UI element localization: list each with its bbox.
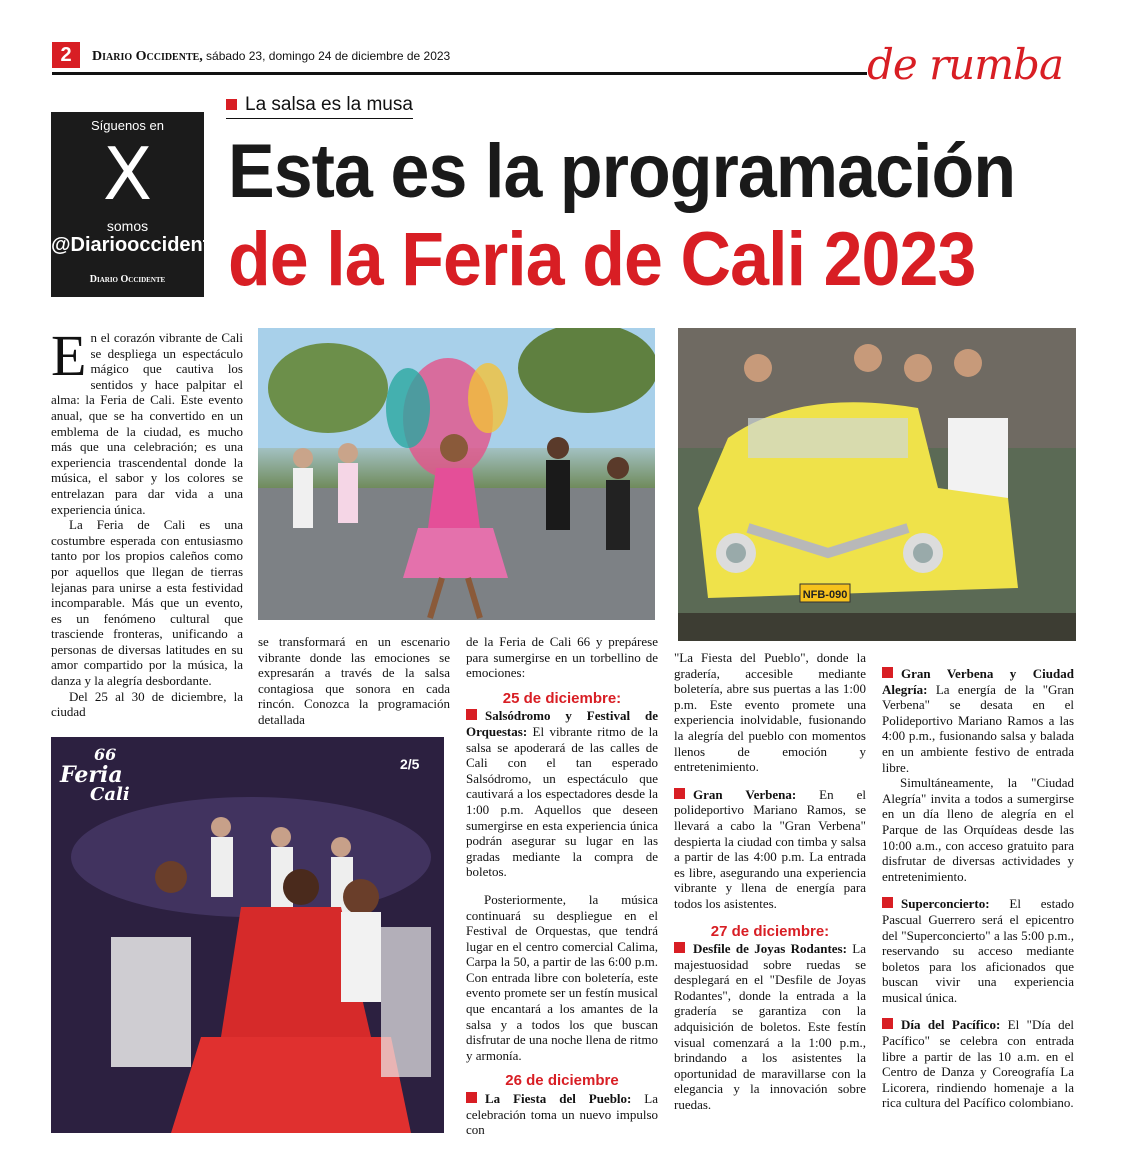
- feria-logo-word: Feria: [60, 762, 123, 788]
- event-entry: [466, 1091, 658, 1138]
- social-somos-label: somos: [106, 218, 149, 234]
- event-title: Desfile de Joyas Rodantes:: [693, 941, 847, 957]
- paragraph: se transformará en un escenario vibrante donde las emociones se expresarán a través de la salsa contagiosa que sonora en cada rincón. Conozca la programación detallada: [258, 634, 450, 727]
- event-entry: [466, 708, 658, 880]
- bullet-square-icon: [466, 1092, 477, 1103]
- photo-yellow-truck: [678, 328, 1076, 641]
- event-entry: [882, 666, 1074, 775]
- photo-salsa-dancer: [258, 328, 655, 620]
- bullet-square-icon: [882, 667, 893, 678]
- bullet-square-icon: [882, 1018, 893, 1029]
- event-entry: [882, 896, 1074, 1005]
- event-entry: [674, 941, 866, 1113]
- event-title: Gran Verbena y Ciudad Alegría:: [882, 666, 1074, 697]
- paragraph: Del 25 al 30 de diciembre, la ciudad: [51, 688, 243, 720]
- event-text: El vibrante ritmo de la salsa se apoderará de las calles de Cali con el tan esperado Salsódromo, un espectáculo que cautivará a los espectadores desde la 1:00 p.m. Aquellos que deseen sumergirse en esta experiencia única podrán asegurar su lugar en las gradas mediante la compra de boletos.: [466, 723, 658, 880]
- date-heading: 26 de diciembre: [505, 1072, 619, 1090]
- social-follow-label: Síguenos en: [90, 118, 164, 133]
- social-promo-box[interactable]: [51, 112, 221, 297]
- photo-salsa-dancer-illustration: [258, 328, 655, 620]
- event-text: El estado Pascual Guerrero será el epicentro del "Superconcierto" a las 5:00 p.m., reservando su acceso mediante boletos para los aficionados que buscan vivir una experiencia musical única.: [882, 896, 1074, 1005]
- license-plate: NFB-090: [802, 589, 848, 601]
- masthead-brand: Diario Occidente,: [92, 49, 203, 64]
- event-title: Gran Verbena:: [693, 786, 797, 802]
- event-text: El "Día del Pacífico" se celebra con entrada libre a partir de las 10 a.m. en el Centro de Danza y Coreografía La Licorera, rindiendo homenaje a la rica cultura del Pacífico colombiano.: [882, 1017, 1074, 1111]
- event-entry: [674, 787, 866, 912]
- event-text: La celebración toma un nuevo impulso con: [466, 1091, 658, 1138]
- x-logo-icon: X: [102, 132, 153, 216]
- column-1: [51, 323, 243, 720]
- column-4: [674, 650, 866, 1113]
- column-2: [258, 634, 450, 728]
- event-title: Superconcierto:: [901, 896, 990, 912]
- section-title: de rumba: [867, 40, 1063, 89]
- column-3: [466, 634, 658, 1138]
- bullet-square-icon: [466, 709, 477, 720]
- social-handle: @Diariooccidente: [51, 234, 221, 256]
- intro-text: n el corazón vibrante de Cali se despliega un espectáculo mágico que cautiva los sentidos y hace palpitar el alma: la Feria de Cali. Este evento anual, que se ha convertido en un emblema de la ciudad, es mucho más que una celebración; es una experiencia trascendental donde la música, el sabor y los colores se entrelazan para dar vida a una experiencia única.: [51, 330, 243, 517]
- event-entry: [882, 1017, 1074, 1111]
- paragraph: La Feria de Cali es una costumbre esperada con entusiasmo tanto por los propios caleños como por aquellos que llegan de tierras lejanas para unirse a esta festividad incomparable. Más que un evento, es un fenómeno cultural que trasciende fronteras, unificando a personas de diversas latitudes en su amor compartido por la música, la danza y la alegría desbordante.: [51, 517, 243, 689]
- paragraph: Simultáneamente, la "Ciudad Alegría" invita a todos a sumergirse en un día lleno de alegría en el Parque de las Orquídeas desde las 10:00 a.m., con acceso gratuito para disfrutar de diversas actividades y entretenimiento.: [882, 775, 1074, 884]
- kicker-text: La salsa es la musa: [245, 94, 413, 115]
- event-title: Salsódromo y Festival de Orquestas:: [466, 708, 658, 739]
- intro-paragraph: [51, 323, 243, 517]
- social-brand: Diario Occidente: [89, 274, 166, 285]
- bullet-square-icon: [674, 942, 685, 953]
- event-title: Día del Pacífico:: [901, 1017, 1001, 1033]
- paragraph: Posteriormente, la música continuará su despliegue en el Festival de Orquestas, que tendrá lugar en el centro comercial Calima, Carpa la 50, a partir de las 6:00 p.m. Con entrada libre con boletería, este evento promete ser un festín musical que encantará a los amantes de la salsa y a todos los que buscan disfrutar de una noche llena de ritmo y armonía.: [466, 891, 658, 1063]
- event-text: La majestuosidad sobre ruedas se desplegará en el "Desfile de Joyas Rodantes", donde la entrada a la gradería se garantiza con la adquisición de boletos. Este festín visual comenzará a la 1:00 p.m., brindando a los asistentes la oportunidad de maravillarse con la elegancia y la innovación sobre ruedas.: [674, 941, 866, 1113]
- masthead-date: sábado 23, domingo 24 de diciembre de 2023: [206, 49, 451, 63]
- paragraph: "La Fiesta del Pueblo", donde la gradería, accesible mediante boletería, abre sus puertas a las 1:00 p.m. Este evento promete una experiencia inolvidable, fusionando la alegría del pueblo con momentos llenos de emoción y entretenimiento.: [674, 650, 866, 775]
- feria-logo-city: Cali: [90, 784, 130, 805]
- feria-logo: [60, 745, 130, 805]
- headline-line-1: Esta es la programación: [228, 129, 1016, 214]
- date-heading: 27 de diciembre:: [710, 922, 830, 940]
- masthead: [92, 48, 450, 65]
- dropcap: E: [51, 323, 87, 388]
- photo-yellow-truck-illustration: [678, 328, 1076, 641]
- column-5: [882, 666, 1074, 1111]
- bullet-square-icon: [882, 897, 893, 908]
- bullet-square-icon: [226, 99, 237, 110]
- gallery-counter: 2/5: [400, 756, 420, 772]
- event-text: En el polideportivo Mariano Ramos, se llevará a cabo la "Gran Verbena" despierta la ciudad con timba y salsa a partir de las 4:00 p.m. La entrada es libre, asegurando una experiencia vibrante y llena de energía para todos los asistentes.: [674, 786, 866, 911]
- kicker: [226, 94, 413, 119]
- page-number: 2: [52, 42, 80, 68]
- header-rule: [52, 72, 867, 75]
- headline-line-2: de la Feria de Cali 2023: [228, 217, 976, 302]
- date-heading: 25 de diciembre:: [502, 689, 622, 707]
- event-title: La Fiesta del Pueblo:: [485, 1091, 632, 1107]
- feria-logo-number: 66: [94, 745, 117, 764]
- paragraph: de la Feria de Cali 66 y prepárese para sumergirse en un torbellino de emociones:: [466, 634, 658, 681]
- event-text: La energía de la "Gran Verbena" se desata en el Polideportivo Mariano Ramos a las 4:00 p.m., fusionando salsa y balada en un ambiente festivo de entrada libre.: [882, 681, 1074, 775]
- bullet-square-icon: [674, 788, 685, 799]
